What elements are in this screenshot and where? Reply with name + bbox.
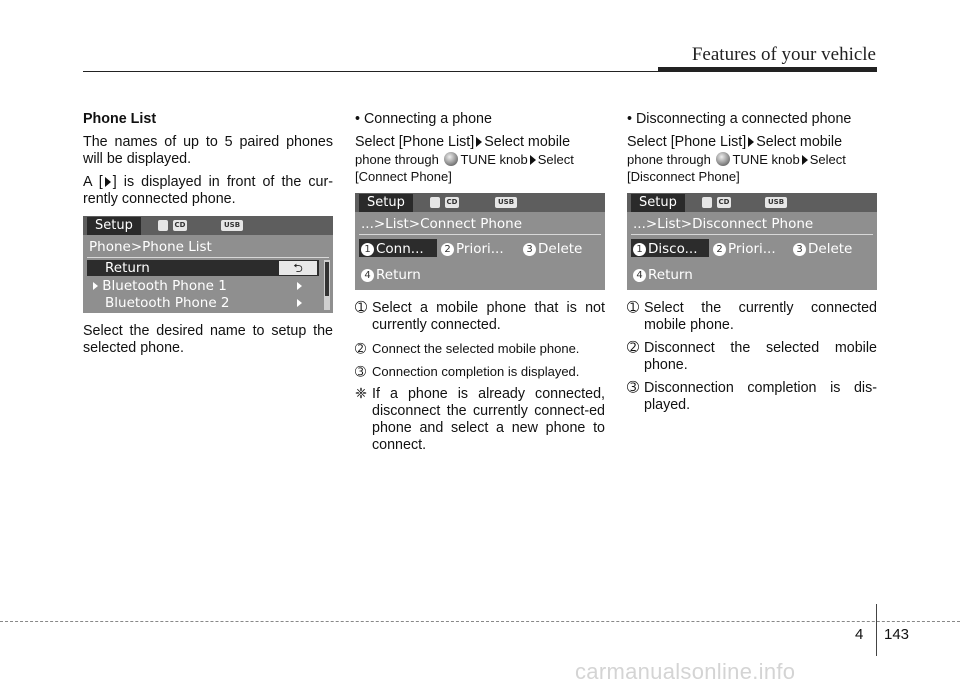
list-item: Bluetooth Phone 2 (105, 295, 230, 311)
display-screen-phone-list (83, 216, 333, 313)
arrow-icon (802, 155, 808, 165)
note: ❈ If a phone is already connected, disconnect the currently connect-ed phone and select a new phone to connect. (355, 386, 605, 453)
chapter-number: 4 (855, 626, 864, 643)
cd-badge: CD (174, 221, 186, 229)
screen-path: ...>List>Disconnect Phone (633, 216, 814, 232)
scroll-thumb (325, 262, 329, 296)
tune-knob-icon (444, 152, 458, 166)
instruction: [Connect Phone] (355, 169, 452, 184)
option-delete: 3 Delete (793, 241, 852, 258)
page-number: 143 (884, 626, 910, 643)
bullet-heading: • Disconnecting a connected phone (627, 111, 852, 127)
option-priority: 2 Priori... (713, 241, 776, 258)
setup-tab: Setup (359, 194, 413, 212)
step: ➁ Disconnect the selected mobile phone. (627, 340, 877, 373)
usb-badge: USB (495, 197, 517, 208)
bluetooth-icon (702, 197, 712, 208)
arrow-icon (530, 155, 536, 165)
divider (631, 234, 873, 235)
bluetooth-icon (158, 220, 168, 231)
instruction: Select [Phone List] Select mobile (355, 134, 571, 150)
paragraph: Select the desired name to setup the selected phone. (83, 323, 333, 356)
step: ➀ Select the currently connected mobile phone. (627, 300, 877, 333)
display-screen-connect-phone (355, 193, 605, 290)
bullet-heading: • Connecting a phone (355, 111, 492, 127)
arrow-icon (476, 137, 482, 147)
list-item-return: Return (105, 260, 150, 276)
option-return: 4 Return (361, 267, 421, 284)
option-delete: 3 Delete (523, 241, 582, 258)
usb-badge: USB (765, 197, 787, 208)
column-phone-list (83, 111, 333, 363)
tune-knob-icon (716, 152, 730, 166)
step: ➂ Disconnection completion is dis-played. (627, 380, 877, 413)
page-number-separator (876, 604, 877, 656)
arrow-icon (748, 137, 754, 147)
divider (87, 257, 329, 258)
step: ➂ Connection completion is displayed. (355, 364, 580, 379)
back-arrow-icon: ⮌ (279, 261, 317, 275)
column-connecting-phone (355, 111, 605, 460)
cd-badge: CD (446, 198, 458, 206)
step: ➁ Connect the selected mobile phone. (355, 341, 580, 356)
column-disconnecting-phone (627, 111, 877, 420)
screen-path: Phone>Phone List (89, 239, 212, 255)
step: ➀ Select a mobile phone that is not currently connected. (355, 300, 605, 333)
usb-badge: USB (221, 220, 243, 231)
instruction: Select [Phone List] Select mobile (627, 134, 843, 150)
option-return: 4 Return (633, 267, 693, 284)
watermark: carmanualsonline.info (575, 659, 796, 684)
option-connect: 1 Conn... (361, 241, 424, 258)
footer-divider (0, 621, 960, 622)
list-item: Bluetooth Phone 1 (93, 278, 227, 295)
play-arrow-icon (105, 177, 111, 187)
page-header-title: Features of your vehicle (691, 44, 876, 65)
bluetooth-icon (430, 197, 440, 208)
section-heading: Phone List (83, 111, 157, 127)
option-disconnect: 1 Disco... (633, 241, 698, 258)
cd-badge: CD (718, 198, 730, 206)
option-priority: 2 Priori... (441, 241, 504, 258)
divider (359, 234, 601, 235)
header-rule-accent (658, 67, 877, 72)
instruction: [Disconnect Phone] (627, 169, 740, 184)
display-screen-disconnect-phone (627, 193, 877, 290)
screen-path: ...>List>Connect Phone (361, 216, 523, 232)
paragraph: The names of up to 5 paired phones will be displayed. (83, 134, 333, 167)
chevron-right-icon (297, 278, 302, 295)
instruction: phone through TUNE knob Select (627, 152, 846, 167)
setup-tab: Setup (631, 194, 685, 212)
setup-tab: Setup (87, 217, 141, 235)
instruction: phone through TUNE knob Select (355, 152, 574, 167)
chevron-right-icon (297, 295, 302, 312)
scrollbar (324, 260, 330, 310)
paragraph: A [ ] is displayed in front of the cur-rently connected phone. (83, 174, 333, 207)
